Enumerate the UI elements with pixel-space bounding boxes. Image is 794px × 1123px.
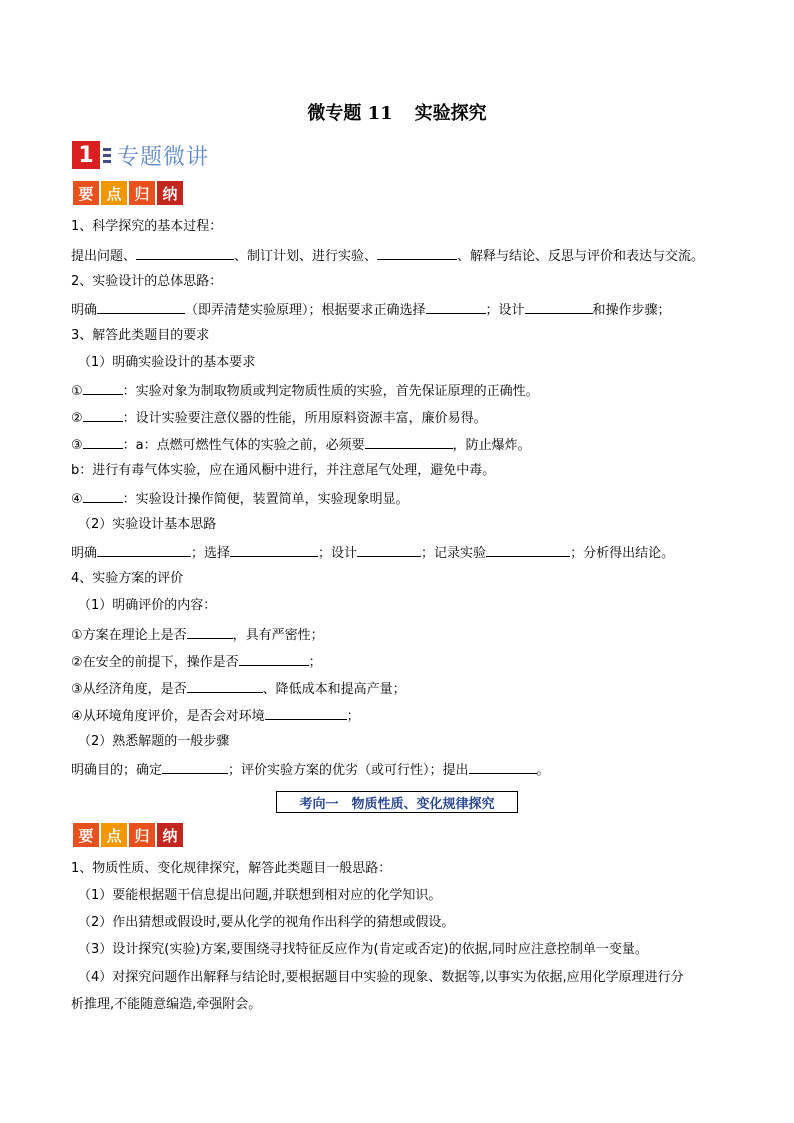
key-points-badge <box>73 823 183 847</box>
blank <box>83 381 123 395</box>
section-number: 1 <box>72 141 100 169</box>
text-line: ②在安全的前提下，操作是否 ； <box>71 652 322 672</box>
text-line: ①方案在理论上是否 ，具有严密性； <box>71 625 324 645</box>
text-line: 2、实验设计的总体思路： <box>71 274 223 289</box>
blank <box>486 543 570 557</box>
text-line: 1、科学探究的基本过程： <box>71 219 223 234</box>
key-points-badge <box>73 181 183 205</box>
blank <box>83 408 123 422</box>
blank <box>136 246 234 260</box>
text-line: 明确 （即弄清楚实验原理）；根据要求正确选择 ；设计 和操作步骤； <box>71 300 671 320</box>
blank <box>365 435 453 449</box>
badge-char: 归 <box>129 181 155 205</box>
blank <box>97 300 185 314</box>
blank <box>187 625 233 639</box>
topic-box-title: 考向一 物质性质、变化规律探究 <box>276 791 518 813</box>
blank <box>97 543 191 557</box>
text-line: （2）作出猜想或假设时,要从化学的视角作出科学的猜想或假设。 <box>78 915 455 930</box>
blank <box>187 679 263 693</box>
badge-char: 归 <box>129 823 155 847</box>
text-line: （1）要能根据题干信息提出问题,并联想到相对应的化学知识。 <box>78 888 442 903</box>
section-header <box>72 140 209 170</box>
text-line: 1、物质性质、变化规律探究，解答此类题目一般思路： <box>71 861 392 876</box>
text-line: 明确 ；选择 ；设计 ；记录实验 ；分析得出结论。 <box>71 543 674 563</box>
title-number: 微专题 11 <box>307 103 393 124</box>
section-bars-icon <box>103 148 111 163</box>
text-line: ② ：设计实验要注意仪器的性能，所用原料资源丰富，廉价易得。 <box>71 408 487 428</box>
badge-char: 纳 <box>157 181 183 205</box>
badge-char: 点 <box>101 181 127 205</box>
text-line: b：进行有毒气体实验，应在通风橱中进行，并注意尾气处理，避免中毒。 <box>71 463 496 478</box>
text-line: ① ：实验对象为制取物质或判定物质性质的实验，首先保证原理的正确性。 <box>71 381 539 401</box>
badge-char: 要 <box>73 823 99 847</box>
text-line: ③ ：a：点燃可燃性气体的实验之前，必须要 ，防止爆炸。 <box>71 435 531 455</box>
text-line: 3、解答此类题目的要求 <box>71 328 210 343</box>
title-topic: 实验探究 <box>414 103 487 124</box>
text-line: ③从经济角度，是否 、降低成本和提高产量； <box>71 679 406 699</box>
blank <box>83 489 123 503</box>
blank <box>265 706 347 720</box>
text-line: （1）明确评价的内容： <box>78 598 217 613</box>
text-line: 明确目的；确定 ；评价实验方案的优劣（或可行性）；提出 。 <box>71 760 550 780</box>
text-line: （3）设计探究(实验)方案,要围绕寻找特征反应作为(肯定或否定)的依据,同时应注意控制单一变量。 <box>78 942 648 957</box>
text-line: ④从环境角度评价，是否会对环境 ； <box>71 706 360 726</box>
badge-char: 点 <box>101 823 127 847</box>
blank <box>377 246 457 260</box>
blank <box>469 760 537 774</box>
page-title <box>0 99 794 125</box>
blank <box>525 300 593 314</box>
text-line: 4、实验方案的评价 <box>71 571 184 586</box>
text-line: 提出问题、 、制订计划、进行实验、 、解释与结论、反思与评价和表达与交流。 <box>71 246 704 266</box>
blank <box>426 300 486 314</box>
text-line: 析推理,不能随意编造,牵强附会。 <box>71 997 262 1012</box>
blank <box>83 435 123 449</box>
blank <box>230 543 318 557</box>
text-line: （2）实验设计基本思路 <box>78 517 217 532</box>
text-line: （2）熟悉解题的一般步骤 <box>78 734 230 749</box>
text-line: ④ ：实验设计操作简便，装置简单，实验现象明显。 <box>71 489 409 509</box>
section-label: 专题微讲 <box>117 144 210 170</box>
text-line: （4）对探究问题作出解释与结论时,要根据题目中实验的现象、数据等,以事实为依据,应用化学原理进行分 <box>78 970 684 985</box>
badge-char: 纳 <box>157 823 183 847</box>
badge-char: 要 <box>73 181 99 205</box>
blank <box>162 760 228 774</box>
blank <box>357 543 421 557</box>
text-line: （1）明确实验设计的基本要求 <box>78 355 256 370</box>
blank <box>239 652 309 666</box>
